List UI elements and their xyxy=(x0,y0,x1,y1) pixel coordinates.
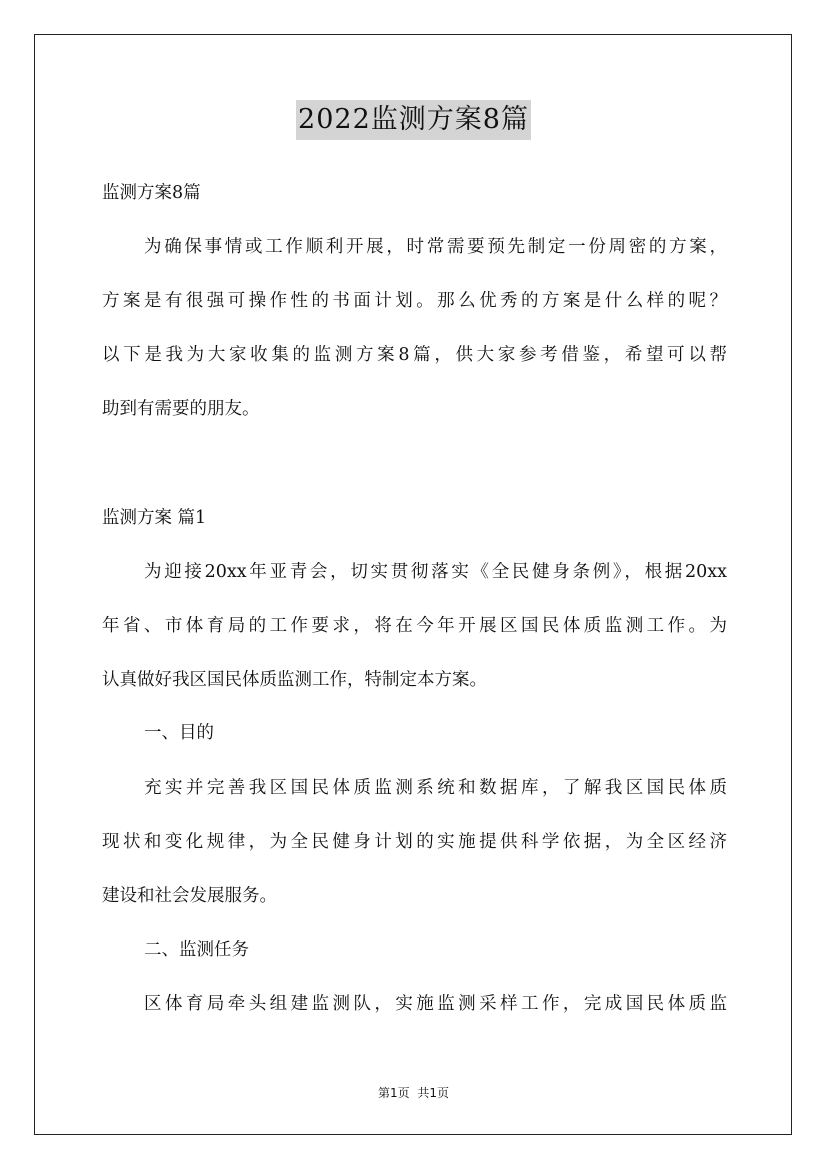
paragraph-line: 为迎接20xx年亚青会，切实贯彻落实《全民健身条例》，根据20xx xyxy=(144,562,727,582)
paragraph-line: 现状和变化规律，为全民健身计划的实施提供科学依据，为全区经济 xyxy=(102,832,727,852)
paragraph-line: 方案是有很强可操作性的书面计划。那么优秀的方案是什么样的呢？ xyxy=(102,291,727,311)
page-footer xyxy=(0,1084,827,1101)
section-heading-part1: 监测方案 篇1 xyxy=(102,508,207,528)
subheading-tasks: 二、监测任务 xyxy=(144,940,249,960)
document-title: 2022监测方案8篇 xyxy=(296,100,531,140)
paragraph-line: 助到有需要的朋友。 xyxy=(102,399,260,419)
paragraph-line: 为确保事情或工作顺利开展，时常需要预先制定一份周密的方案， xyxy=(144,237,727,257)
paragraph-line: 认真做好我区国民体质监测工作，特制定本方案。 xyxy=(102,670,487,690)
page-total: 共1页 xyxy=(417,1086,450,1100)
paragraph-line: 充实并完善我区国民体质监测系统和数据库，了解我区国民体质 xyxy=(144,778,727,798)
subheading-purpose: 一、目的 xyxy=(144,723,214,743)
title-container xyxy=(0,100,827,140)
paragraph-line: 以下是我为大家收集的监测方案8篇，供大家参考借鉴，希望可以帮 xyxy=(102,345,727,365)
paragraph-line: 区体育局牵头组建监测队，实施监测采样工作，完成国民体质监 xyxy=(144,994,727,1014)
page-number: 第1页 xyxy=(377,1086,410,1100)
section-heading-intro: 监测方案8篇 xyxy=(102,183,201,203)
paragraph-line: 年省、市体育局的工作要求，将在今年开展区国民体质监测工作。为 xyxy=(102,616,727,636)
paragraph-line: 建设和社会发展服务。 xyxy=(102,886,277,906)
